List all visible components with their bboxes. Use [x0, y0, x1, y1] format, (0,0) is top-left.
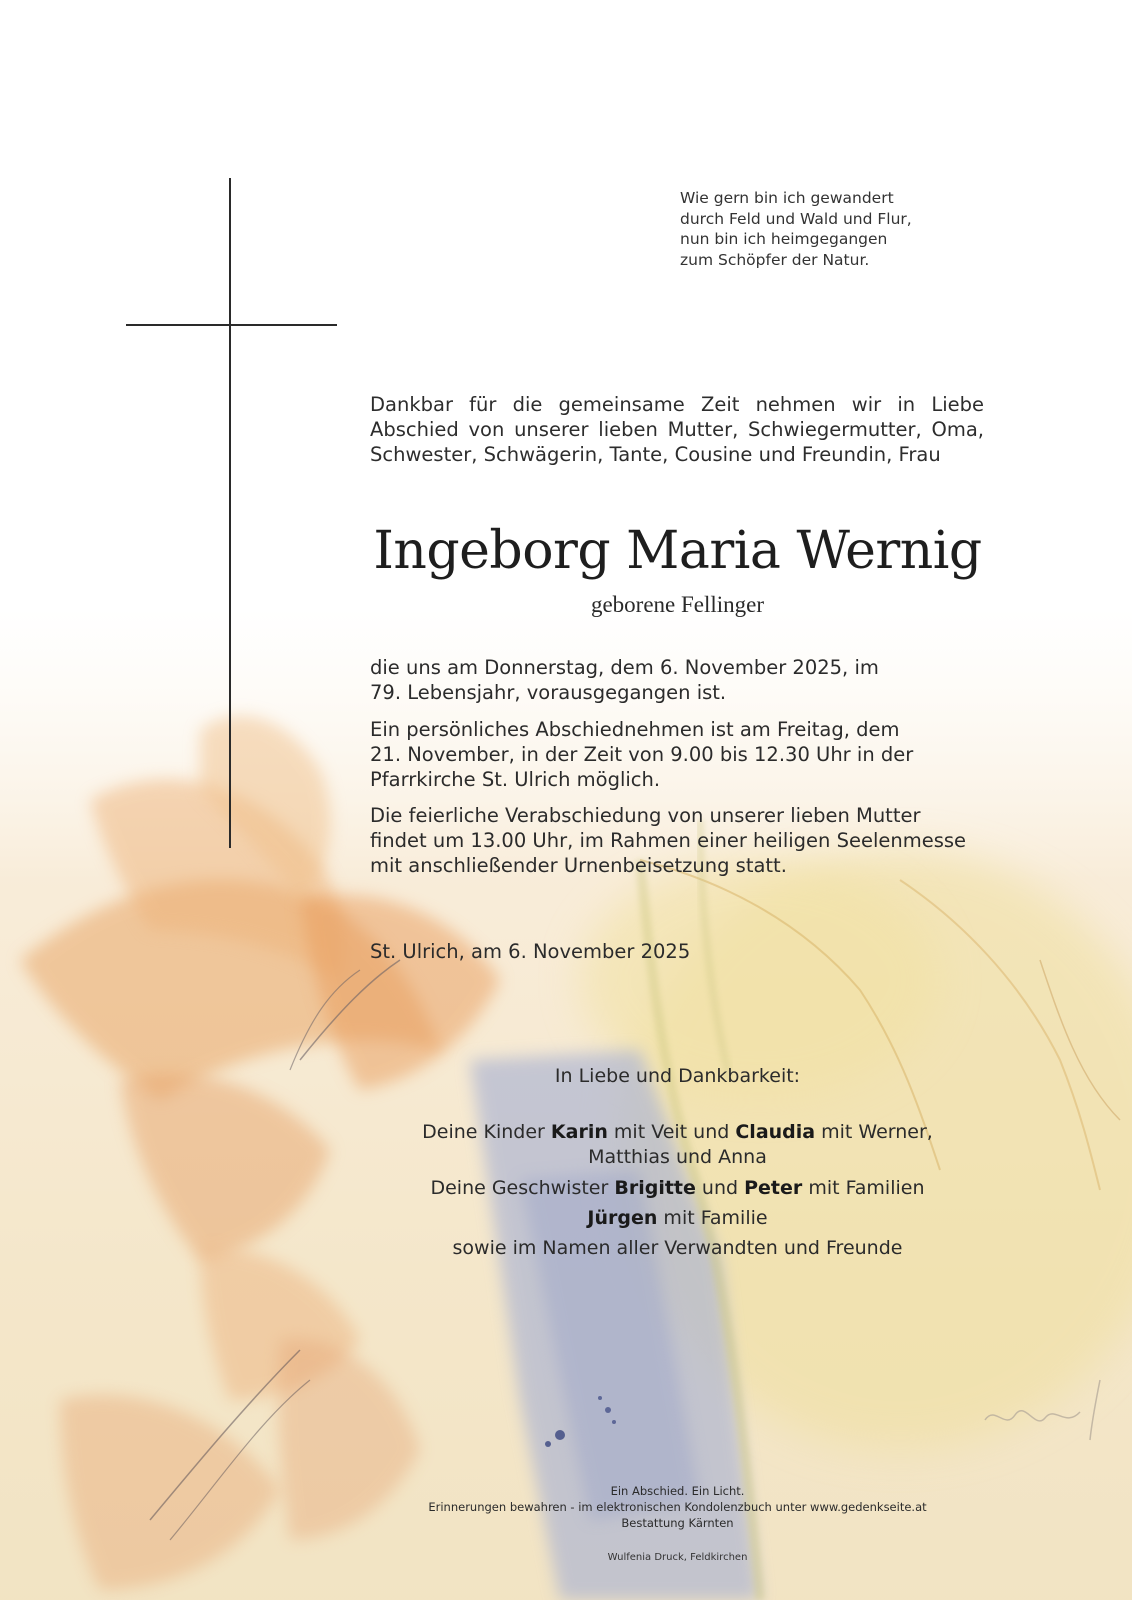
- juergen-line: [390, 1206, 965, 1231]
- death-line: die uns am Donnerstag, dem 6. November 2025, im: [370, 656, 879, 679]
- footer-line: Erinnerungen bewahren - im elektronischen Kondolenzbuch unter www.gedenkseite.at: [428, 1500, 927, 1514]
- siblings-line: [390, 1176, 965, 1201]
- printer-credit: Wulfenia Druck, Feldkirchen: [607, 1552, 748, 1563]
- footer: [390, 1483, 965, 1531]
- cross-icon-horizontal: [126, 324, 337, 326]
- sibling-name: Peter: [744, 1177, 803, 1199]
- mourners-juergen: [390, 1206, 965, 1231]
- ceremony-line: findet um 13.00 Uhr, im Rahmen einer heiligen Seelenmesse: [370, 829, 967, 852]
- farewell-line: 21. November, in der Zeit von 9.00 bis 12.30 Uhr in der: [370, 743, 914, 766]
- death-paragraph: [370, 655, 990, 705]
- ceremony-paragraph: [370, 803, 990, 878]
- poem-line: zum Schöpfer der Natur.: [680, 250, 870, 269]
- ceremony-line: mit anschließender Urnenbeisetzung statt.: [370, 854, 787, 877]
- sibling-name: Brigitte: [614, 1177, 696, 1199]
- poem-line: Wie gern bin ich gewandert: [680, 189, 894, 207]
- intro-text: [370, 392, 984, 467]
- intro-line: Abschied von unserer lieben Mutter, Schwiegermutter, Oma,: [370, 418, 984, 441]
- grandchildren-line: Matthias und Anna: [588, 1146, 767, 1168]
- place-date: St. Ulrich, am 6. November 2025: [370, 940, 691, 963]
- child-name: Karin: [550, 1121, 608, 1143]
- deceased-name: Ingeborg Maria Wernig: [373, 521, 982, 581]
- juergen-name: Jürgen: [587, 1207, 658, 1229]
- children-mid: mit Veit und: [607, 1121, 736, 1143]
- children-line: [390, 1120, 965, 1145]
- mourners-siblings: [390, 1176, 965, 1201]
- intro-line: Dankbar für die gemeinsame Zeit nehmen wir in Liebe: [370, 393, 984, 416]
- cross-icon-vertical: [229, 178, 231, 848]
- others-line: sowie im Namen aller Verwandten und Freunde: [452, 1237, 903, 1259]
- juergen-suffix: mit Familie: [657, 1207, 768, 1229]
- ceremony-line: Die feierliche Verabschiedung von unserer lieben Mutter: [370, 804, 921, 827]
- death-line: 79. Lebensjahr, vorausgegangen ist.: [370, 681, 727, 704]
- poem-line: durch Feld und Wald und Flur,: [680, 209, 912, 228]
- siblings-mid: und: [695, 1177, 745, 1199]
- maiden-name: geborene Fellinger: [590, 592, 765, 617]
- farewell-paragraph: [370, 717, 990, 792]
- farewell-line: Ein persönliches Abschiednehmen ist am Freitag, dem: [370, 718, 900, 741]
- footer-line: Ein Abschied. Ein Licht.: [610, 1484, 745, 1498]
- poem: [680, 188, 980, 270]
- mourners-heading: In Liebe und Dankbarkeit:: [554, 1065, 801, 1087]
- siblings-suffix: mit Familien: [802, 1177, 925, 1199]
- child-name: Claudia: [735, 1121, 816, 1143]
- poem-line: nun bin ich heimgegangen: [680, 230, 888, 248]
- siblings-prefix: Deine Geschwister: [430, 1177, 615, 1199]
- children-prefix: Deine Kinder: [422, 1121, 551, 1143]
- footer-line: Bestattung Kärnten: [621, 1516, 734, 1530]
- intro-line: Schwester, Schwägerin, Tante, Cousine und Freundin, Frau: [370, 443, 941, 466]
- farewell-line: Pfarrkirche St. Ulrich möglich.: [370, 768, 661, 791]
- mourners-children: [390, 1120, 965, 1170]
- children-suffix: mit Werner,: [815, 1121, 933, 1143]
- mourners-others: [390, 1236, 965, 1261]
